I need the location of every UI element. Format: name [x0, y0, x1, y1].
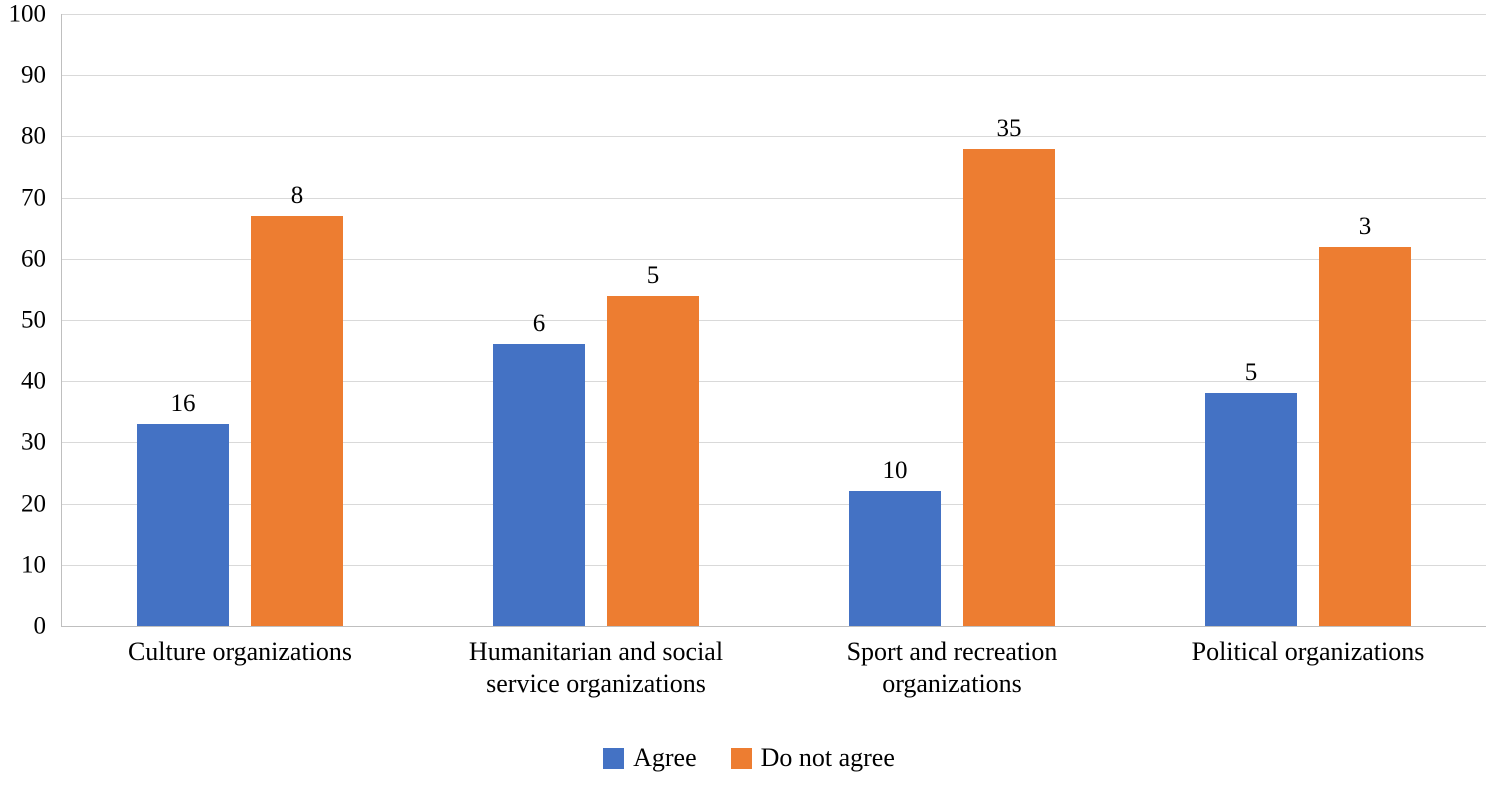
bar-value-label: 10 [882, 457, 908, 485]
bar-group [774, 14, 1130, 626]
chart-legend [0, 745, 1498, 771]
bar-wrapper [1319, 14, 1411, 626]
bar-value-label: 5 [646, 261, 660, 289]
gridline-baseline [62, 626, 1486, 627]
bar-group [1130, 14, 1486, 626]
y-tick-label: 70 [21, 184, 46, 212]
bars [774, 14, 1130, 626]
y-tick-label: 50 [21, 306, 46, 334]
x-category-line: Humanitarian and social [468, 637, 724, 666]
bar-wrapper [849, 14, 941, 626]
bar-agree[interactable] [1205, 393, 1297, 626]
bar-wrapper [251, 14, 343, 626]
bar-do-not-agree[interactable] [251, 216, 343, 626]
bars [418, 14, 774, 626]
bar-do-not-agree[interactable] [963, 149, 1055, 626]
bar-do-not-agree[interactable] [607, 296, 699, 626]
y-tick-label: 60 [21, 245, 46, 273]
bar-agree[interactable] [137, 424, 229, 626]
legend-label: Agree [633, 743, 697, 772]
x-category-label [774, 636, 1130, 699]
bar-value-label: 3 [1358, 212, 1372, 240]
y-tick-label: 0 [33, 612, 46, 640]
bar-groups [62, 14, 1486, 626]
legend-swatch-icon [603, 748, 624, 769]
legend-item-agree[interactable] [603, 745, 697, 771]
x-category-line: Political organizations [1191, 637, 1425, 666]
x-category-label [62, 636, 418, 699]
bar-agree[interactable] [493, 344, 585, 626]
y-axis-labels [0, 0, 56, 640]
bar-group [62, 14, 418, 626]
y-tick-label: 100 [8, 0, 46, 28]
x-axis-labels [62, 636, 1486, 699]
bar-wrapper [493, 14, 585, 626]
bar-value-label: 35 [996, 114, 1022, 142]
bar-agree[interactable] [849, 491, 941, 626]
y-tick-label: 40 [21, 367, 46, 395]
y-tick-label: 90 [21, 61, 46, 89]
y-tick-label: 10 [21, 551, 46, 579]
x-category-line: Sport and recreation [846, 637, 1058, 666]
bar-value-label: 16 [170, 390, 196, 418]
x-category-line: Culture organizations [127, 637, 353, 666]
bar-value-label: 8 [290, 181, 304, 209]
y-tick-label: 30 [21, 428, 46, 456]
x-category-label [418, 636, 774, 699]
x-category-line: organizations [882, 668, 1022, 698]
bar-wrapper [137, 14, 229, 626]
bar-do-not-agree[interactable] [1319, 247, 1411, 626]
bar-wrapper [1205, 14, 1297, 626]
bars [62, 14, 418, 626]
bar-value-label: 5 [1244, 359, 1258, 387]
bar-value-label: 6 [532, 310, 546, 338]
bar-wrapper [963, 14, 1055, 626]
x-category-label [1130, 636, 1486, 699]
bar-group [418, 14, 774, 626]
bars [1130, 14, 1486, 626]
x-category-line: service organizations [486, 668, 706, 698]
y-tick-label: 20 [21, 490, 46, 518]
legend-swatch-icon [731, 748, 752, 769]
bar-wrapper [607, 14, 699, 626]
legend-label: Do not agree [760, 743, 895, 772]
legend-item-do-not-agree[interactable] [731, 745, 895, 771]
y-tick-label: 80 [21, 122, 46, 150]
plot-area [62, 14, 1486, 626]
